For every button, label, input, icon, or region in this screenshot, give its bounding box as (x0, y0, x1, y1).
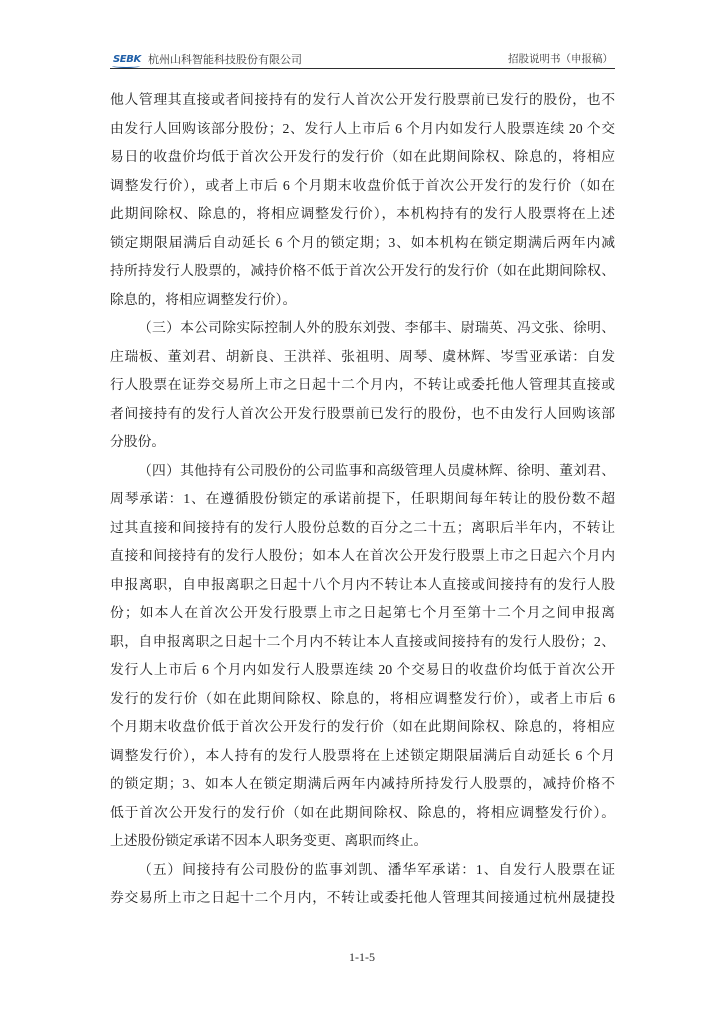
document-title: 招股说明书（申报稿） (508, 54, 613, 65)
text-line: 由发行人回购该部分股份；2、发行人上市后 6 个月内如发行人股票连续 20 个交 (110, 120, 615, 136)
text-line: 行人股票在证券交易所上市之日起十二个月内，不转让或委托他人管理其直接或 (110, 377, 615, 392)
text-line: 此期间除权、除息的，将相应调整发行价），本机构持有的发行人股票将在上述 (110, 206, 615, 221)
paragraph (110, 856, 615, 913)
text-line: （五）间接持有公司股份的监事刘凯、潘华军承诺：1、自发行人股票在证 (138, 861, 615, 877)
text-line: 发行人上市后 6 个月内如发行人股票连续 20 个交易日的收盘价均低于首次公开 (110, 662, 615, 677)
text-line: 调整发行价），或者上市后 6 个月期末收盘价低于首次公开发行的发行价（如在 (110, 177, 615, 193)
text-line: 庄瑞板、董刘君、胡新良、王洪祥、张祖明、周琴、虞林辉、岑雪亚承诺：自发 (110, 348, 615, 364)
text-line: 易日的收盘价均低于首次公开发行的发行价（如在此期间除权、除息的，将相应 (110, 149, 615, 164)
paragraph (110, 314, 615, 457)
page-header (110, 52, 615, 68)
text-line: 者间接持有的发行人首次公开发行股票前已发行的股份，也不由发行人回购该部 (110, 405, 615, 421)
body-text (110, 86, 615, 913)
text-line: 低于首次公开发行的发行价（如在此期间除权、除息的，将相应调整发行价）。 (110, 804, 615, 820)
text-line: 份；如本人在首次公开发行股票上市之日起第七个月至第十二个月之间申报离 (110, 605, 615, 620)
text-line: 直接和间接持有的发行人股份；如本人在首次公开发行股票上市之日起六个月内 (110, 548, 615, 563)
text-line: 职，自申报离职之日起十二个月内不转让本人直接或间接持有的发行人股份；2、 (110, 633, 615, 649)
text-line: 分股份。 (110, 434, 166, 449)
header-divider (110, 68, 615, 69)
text-line: （三）本公司除实际控制人外的股东刘弢、李郁丰、尉瑞英、冯文张、徐明、 (138, 320, 615, 335)
text-line: 周琴承诺：1、在遵循股份锁定的承诺前提下，任职期间每年转让的股份数不超 (110, 491, 615, 506)
page-number: 1-1-5 (349, 950, 375, 964)
text-line: 个月期末收盘价低于首次公开发行的发行价（如在此期间除权、除息的，将相应 (110, 719, 615, 734)
text-line: 锁定期限届满后自动延长 6 个月的锁定期；3、如本机构在锁定期满后两年内减 (110, 234, 615, 250)
text-line: 的锁定期；3、如本人在锁定期满后两年内减持所持发行人股票的，减持价格不 (110, 776, 615, 791)
company-name: 杭州山科智能科技股份有限公司 (148, 54, 302, 66)
company-logo: SEBK (113, 54, 141, 65)
text-line: 调整发行价），本人持有的发行人股票将在上述锁定期限届满后自动延长 6 个月 (110, 747, 615, 763)
text-line: 发行的发行价（如在此期间除权、除息的，将相应调整发行价），或者上市后 6 (110, 690, 615, 706)
text-line: 过其直接和间接持有的发行人股份总数的百分之二十五；离职后半年内，不转让 (110, 519, 615, 535)
paragraph (110, 457, 615, 856)
text-line: 申报离职，自申报离职之日起十八个月内不转让本人直接或间接持有的发行人股 (110, 576, 615, 592)
text-line: 他人管理其直接或者间接持有的发行人首次公开发行股票前已发行的股份，也不 (110, 92, 615, 107)
text-line: 上述股份锁定承诺不因本人职务变更、离职而终止。 (110, 833, 428, 848)
text-line: 除息的，将相应调整发行价）。 (110, 291, 297, 307)
text-line: （四）其他持有公司股份的公司监事和高级管理人员虞林辉、徐明、董刘君、 (138, 462, 615, 478)
paragraph (110, 86, 615, 314)
text-line: 券交易所上市之日起十二个月内，不转让或委托他人管理其间接通过杭州晟捷投 (110, 890, 615, 905)
text-line: 持所持发行人股票的，减持价格不低于首次公开发行的发行价（如在此期间除权、 (110, 263, 615, 278)
